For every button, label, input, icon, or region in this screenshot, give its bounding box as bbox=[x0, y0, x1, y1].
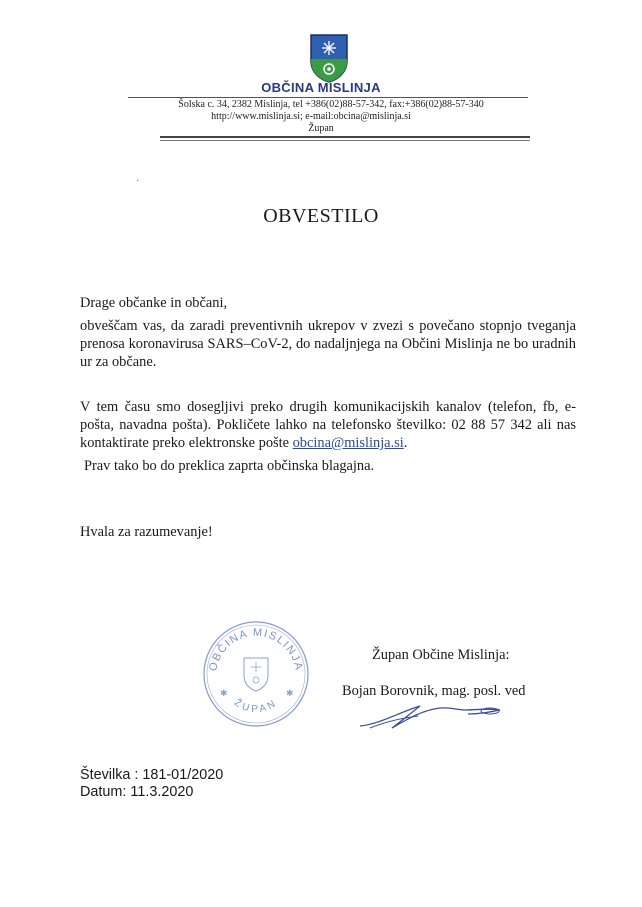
crest-logo bbox=[309, 33, 349, 83]
scan-speck: · bbox=[136, 176, 140, 187]
reference-number: Številka : 181-01/2020 bbox=[80, 767, 224, 783]
signature-title: Župan Občine Mislinja: bbox=[372, 647, 510, 663]
stamp-top-text: OBČINA MISLINJA bbox=[207, 626, 305, 673]
paragraph-2 bbox=[80, 398, 576, 452]
official-stamp bbox=[200, 618, 312, 730]
paragraph-1: obveščam vas, da zaradi preventivnih ukrepov v zvezi s povečano stopnjo tveganja prenosa koronavirusa SARS–CoV-2, do nadaljnjega na Občini Mislinja ne bo uradnih ur za občane. bbox=[80, 318, 576, 370]
signatory-name: Bojan Borovnik, mag. posl. ved bbox=[342, 683, 526, 699]
paragraph-2-end: . bbox=[403, 435, 408, 451]
stamp-bottom-text: ŽUPAN bbox=[232, 697, 280, 716]
paragraph-3: Prav tako bo do preklica zaprta občinska blagajna. bbox=[84, 458, 375, 474]
greeting: Drage občanke in občani, bbox=[80, 295, 228, 311]
header-divider-bottom-thin bbox=[160, 140, 530, 141]
header-divider-bottom bbox=[160, 136, 530, 138]
header-department: Župan bbox=[308, 123, 334, 134]
reference-date: Datum: 11.3.2020 bbox=[80, 784, 194, 800]
header-divider bbox=[128, 97, 528, 98]
organization-name: OBČINA MISLINJA bbox=[261, 80, 381, 95]
document-title: OBVESTILO bbox=[263, 205, 379, 227]
email-link[interactable]: obcina@mislinja.si bbox=[292, 435, 404, 451]
svg-text:ŽUPAN bbox=[232, 696, 280, 715]
header-web-email: http://www.mislinja.si; e-mail:obcina@mislinja.si bbox=[211, 111, 411, 122]
header-address: Šolska c. 34, 2382 Mislinja, tel +386(02)88-57-342, fax:+386(02)88-57-340 bbox=[178, 99, 484, 110]
handwritten-signature bbox=[340, 698, 510, 734]
thanks-line: Hvala za razumevanje! bbox=[80, 524, 213, 540]
svg-text:✱: ✱ bbox=[286, 688, 294, 698]
svg-text:✱: ✱ bbox=[220, 688, 228, 698]
paragraph-2-text: V tem času smo dosegljivi preko drugih komunikacijskih kanalov (telefon, fb, e-pošta, navadna pošta). Pokličete lahko na telefonsko številko: 02 88 57 342 ali nas kontaktirate preko elektronske pošte bbox=[80, 399, 576, 451]
